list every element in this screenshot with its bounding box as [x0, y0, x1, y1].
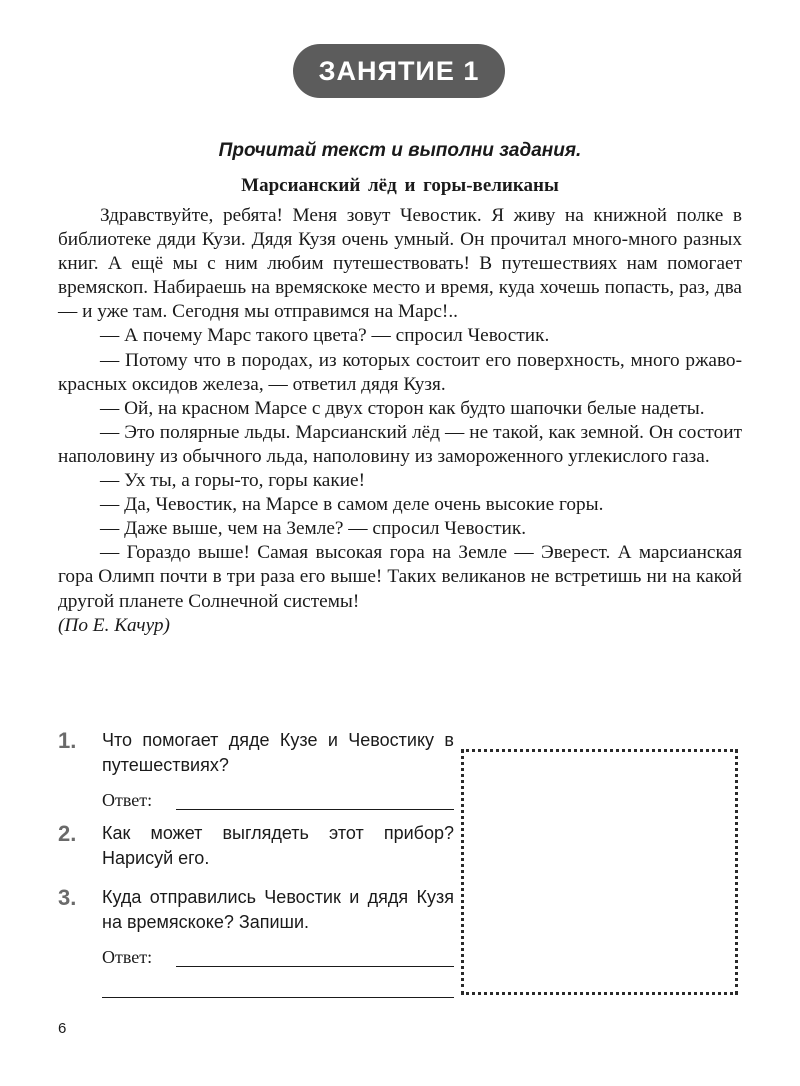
answer-field-1[interactable]: [102, 790, 456, 814]
page-number: 6: [58, 1020, 67, 1037]
task-instruction: Прочитай текст и выполни задания.: [218, 140, 582, 161]
question-number: 3.: [58, 885, 77, 910]
question-number: 2.: [58, 821, 77, 846]
question-text: Что помогает дяде Кузе и Чевостику в путешествиях?: [102, 730, 454, 775]
story-paragraph: — А почему Марс такого цвета? — спросил Чевостик.: [100, 325, 550, 347]
question-2: [58, 821, 458, 873]
question-text: Куда отправились Чевостик и дядя Кузя на времяскоке? Запиши.: [102, 887, 454, 932]
story-paragraph: — Это полярные льды. Марсианский лёд — не такой, как земной. Он состоит наполовину из обычного льда, наполовину из замороженного углекислого газа.: [58, 421, 742, 467]
story-source: (По Е. Качур): [58, 614, 170, 636]
question-text: Как может выглядеть этот прибор? Нарисуй его.: [102, 823, 454, 868]
story-paragraph: — Даже выше, чем на Земле? — спросил Чевостик.: [100, 518, 527, 540]
story-paragraph: — Ух ты, а горы-то, горы какие!: [100, 470, 366, 492]
story-paragraph: — Гораздо выше! Самая высокая гора на Земле — Эверест. А марсианская гора Олимп почти в три раза его выше! Таких великанов не встретишь ни на какой другой планете Солнечной системы!: [58, 542, 742, 612]
answer-underline: [176, 966, 454, 967]
question-3: [58, 885, 458, 937]
answer-label: Ответ:: [102, 947, 153, 967]
story-paragraph: — Потому что в породах, из которых состоит его поверхность, много ржаво-красных оксидов железа, — ответил дядя Кузя.: [58, 349, 742, 395]
answer-extra-line[interactable]: [102, 997, 454, 998]
question-number: 1.: [58, 728, 77, 753]
answer-label: Ответ:: [102, 790, 153, 810]
story-text: [58, 204, 742, 638]
story-title: Марсианский лёд и горы-великаны: [241, 175, 559, 196]
answer-underline: [176, 809, 454, 810]
lesson-badge: ЗАНЯТИЕ 1: [293, 44, 505, 98]
story-paragraph: — Ой, на красном Марсе с двух сторон как будто шапочки белые надеты.: [100, 397, 705, 419]
answer-field-3[interactable]: [102, 947, 456, 971]
drawing-area[interactable]: [461, 749, 738, 995]
story-paragraph: — Да, Чевостик, на Марсе в самом деле очень высокие горы.: [100, 494, 604, 516]
story-paragraph: Здравствуйте, ребята! Меня зовут Чевостик. Я живу на книжной полке в библиотеке дяди Кузи. Дядя Кузя очень умный. Он прочитал много-много разных книг. А ещё мы с ним любим путешествовать! В путешествиях нам помогает времяскоп. Набираешь на времяскоке место и время, куда хочешь попасть, раз, два — и уже там. Сегодня мы отправимся на Марс!..: [58, 205, 742, 323]
